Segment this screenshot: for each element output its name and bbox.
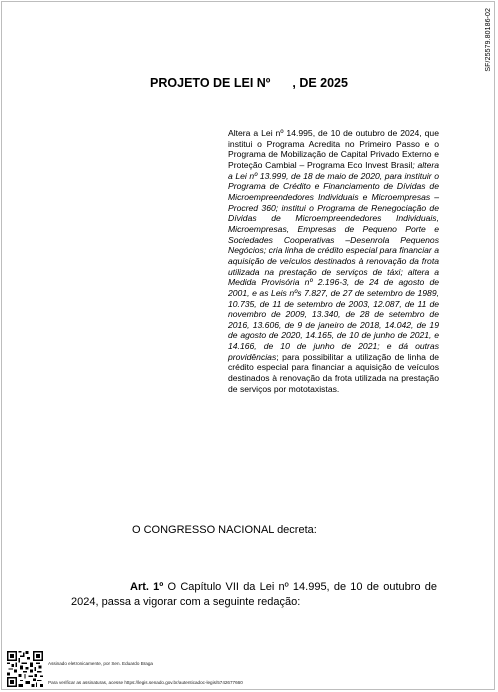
ementa-part-1: Altera a Lei nº 14.995, de 10 de outubro de 2024, que institui o Programa Acredita no Primeiro Passo e o Programa de Mobilização de Capital Privado Externo e Proteção Cambial – Programa Eco Invest Brasil	[228, 128, 439, 170]
signature-notice: Assinado eletronicamente, por Sen. Eduardo Braga	[48, 661, 153, 666]
bill-title	[0, 76, 498, 90]
qr-code-icon[interactable]	[7, 651, 43, 687]
title-left: PROJETO DE LEI Nº	[150, 76, 271, 90]
title-right: , DE 2025	[292, 76, 348, 90]
ementa-part-2: ; altera a Lei nº 13.999, de 18 de maio de 2020, para instituir o Programa de Crédito e Financiamento de Dívidas de Microempreendedores Individuais e Microempresas – Procred 360; institui o Programa de Renegociação de Dívidas de Microempreendedores Individuais, Microempresas, Empresas de Pequeno Porte e Sociedades Cooperativas –Desenrola Pequenos Negócios; cria linha de crédito especial para financiar a aquisição de veículos destinados à renovação da frota utilizada na prestação de serviços de táxi; altera a Medida Provisória nº 2.196-3, de 24 de agosto de 2001, e as Leis nºs 7.827, de 27 de setembro de 1989, 10.735, de 11 de setembro de 2003, 12.087, de 11 de novembro de 2009, 13.340, de 28 de setembro de 2016, 13.606, de 9 de janeiro de 2018, 14.042, de 19 de agosto de 2020, 14.165, de 10 de junho de 2021, e 14.166, de 10 de junho de 2021; e dá outras providências	[228, 159, 439, 362]
document-code: SF/25579.80186-02	[485, 8, 492, 72]
ementa	[228, 128, 439, 394]
verification-link[interactable]: Para verificar as assinaturas, acesse https://legis.senado.gov.br/autenticadoc-legis/5742677660	[48, 680, 243, 685]
ementa-part-3: ; para possibilitar a utilização de linha de crédito especial para financiar a aquisição de veículos destinados à renovação da frota utilizada na prestação de serviços por mototaxistas.	[228, 351, 439, 394]
article-1-text: O Capítulo VII da Lei nº 14.995, de 10 de outubro de 2024, passa a vigorar com a seguinte redação:	[71, 581, 437, 608]
enacting-clause: O CONGRESSO NACIONAL decreta:	[132, 524, 317, 536]
article-1-label: Art. 1º	[130, 581, 164, 593]
article-1	[71, 580, 437, 609]
